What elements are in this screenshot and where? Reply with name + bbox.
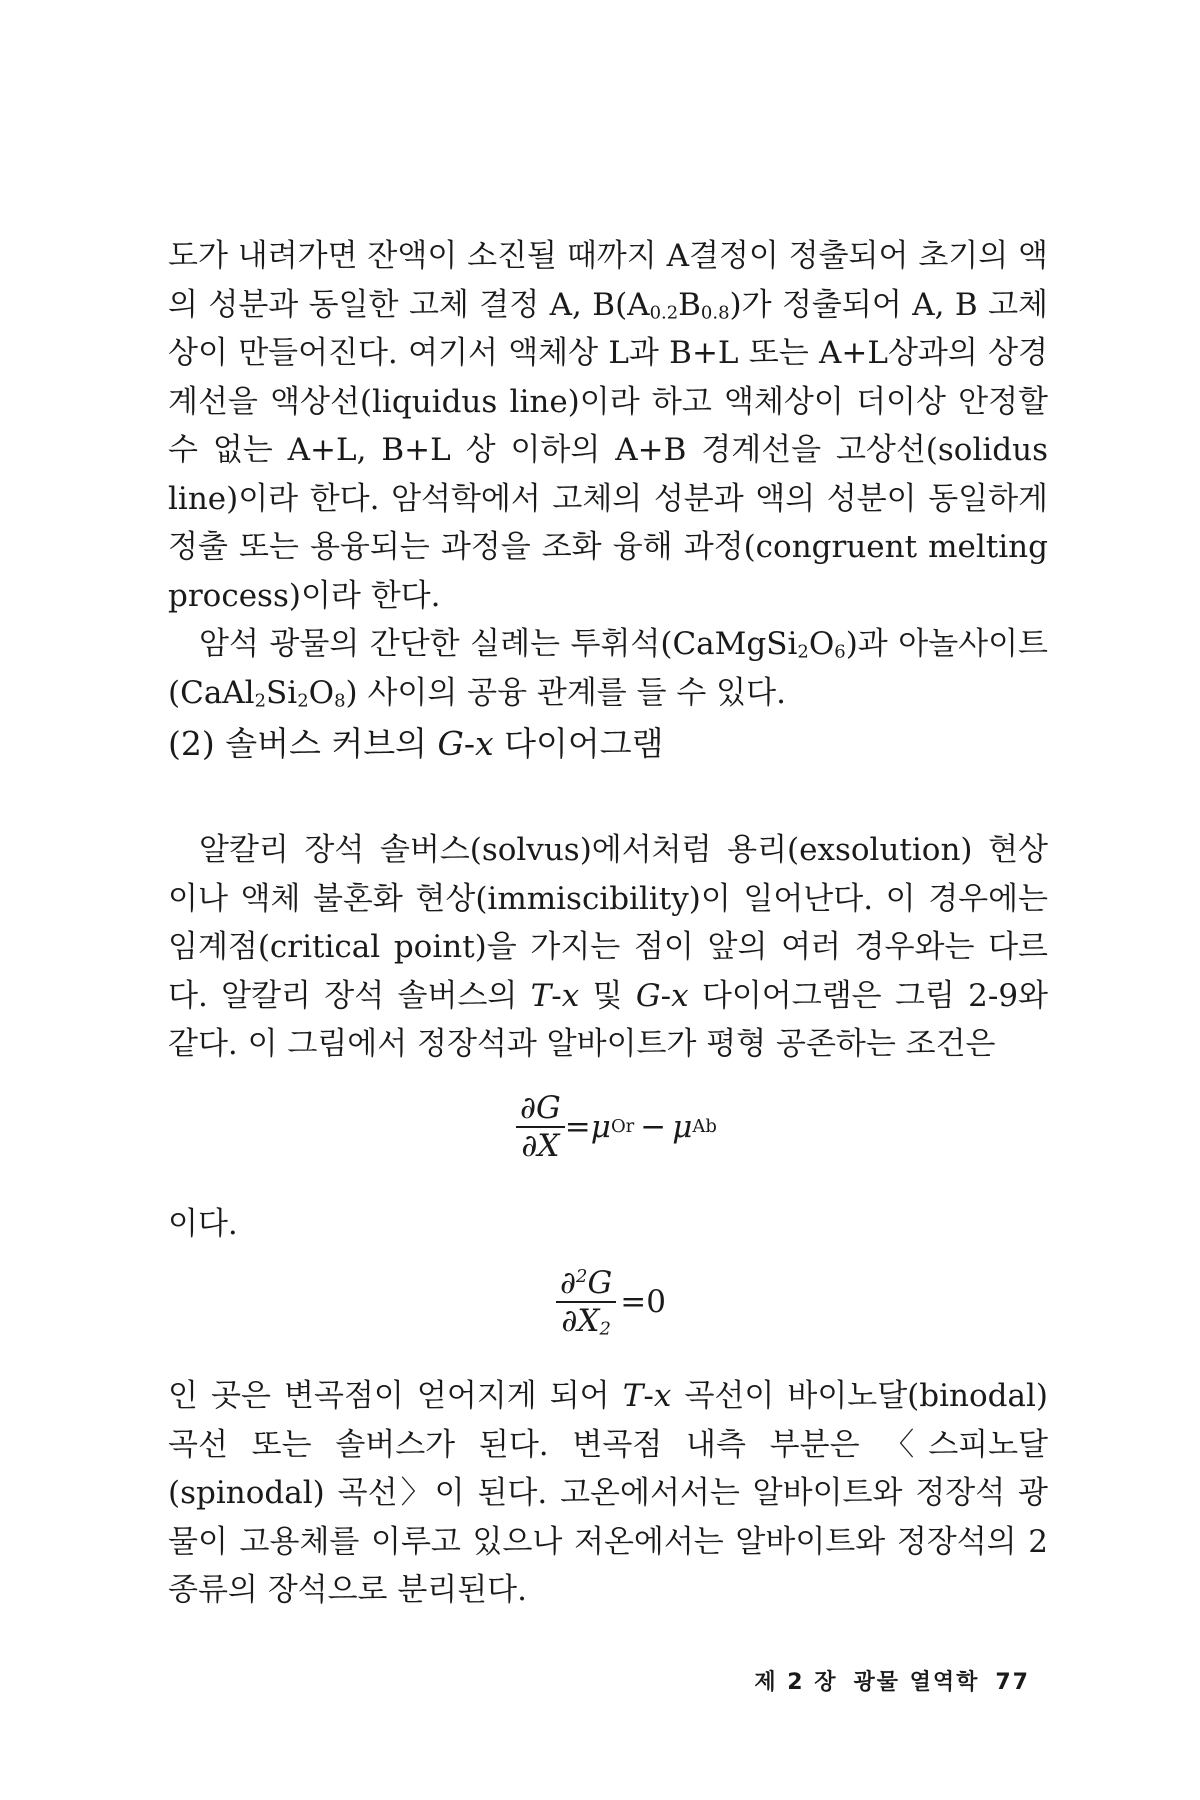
- paragraph-3: 알칼리 장석 솔버스(solvus)에서처럼 용리(exsolution) 현상이나 액체 불혼화 현상(immiscibility)이 일어난다. 이 경우에는 임계점(critical point)을 가지는 점이 앞의 여러 경우와는 다르다. 알칼리 장석 솔버스의 T-x 및 G-x 다이어그램은 그림 2-9와 같다. 이 그림에서 정장석과 알바이트가 평형 공존하는 조건은: [168, 832, 1048, 1062]
- paragraph-1: 도가 내려가면 잔액이 소진될 때까지 A결정이 정출되어 초기의 액의 성분과 동일한 고체 결정 A, $B(A_{0.2}B_{0.8})$가 정출되어 A, B 고체상이 만들어진다. 여기서 액체상 L과 B+L 또는 A+L상과의 상경계선을 액상선(liquidus line)이라 하고 액체상이 더이상 안정할 수 없는 A+L, B+L 상 이하의 A+B 경계선을 고상선(solidus line)이라 한다. 암석학에서 고체의 성분과 액의 성분이 동일하게 정출 또는 용융되는 과정을 조화 융해 과정(congruent melting process)이라 한다.: [168, 238, 1048, 614]
- body-text-2: [168, 826, 1048, 1069]
- body-text-4: [168, 1372, 1048, 1615]
- page-number: 77: [995, 1670, 1030, 1695]
- body-text: [168, 232, 1048, 717]
- formula-chemical-potential: $\frac{\partial G}{\partial X}$ = μ Or − μ Ab: [516, 1090, 717, 1164]
- formula-second-derivative: $\frac{\partial^2G}{\partial X_2}$ =0: [556, 1265, 666, 1339]
- fraction-2: $\frac{\partial^2G}{\partial X_2}$: [556, 1265, 616, 1339]
- chapter-label: 제 2 장: [754, 1670, 838, 1695]
- paragraph-4: 이다.: [168, 1206, 238, 1242]
- paragraph-5: 인 곳은 변곡점이 얻어지게 되어 T-x 곡선이 바이노달(binodal) 곡선 또는 솔버스가 된다. 변곡점 내측 부분은 〈스피노달(spinodal) 곡선〉이 된다. 고온에서서는 알바이트와 정장석 광물이 고용체를 이루고 있으나 저온에서는 알바이트와 정장석의 2종류의 장석으로 분리된다.: [168, 1378, 1048, 1608]
- body-text-3: [168, 1200, 1048, 1249]
- page-footer: [738, 1665, 1030, 1696]
- chapter-title: 광물 열역학: [853, 1670, 980, 1695]
- equals-sign: =: [564, 1109, 591, 1145]
- fraction: $\frac{\partial G}{\partial X}$: [516, 1090, 565, 1164]
- section-heading: (2) 솔버스 커브의 G-x 다이어그램: [168, 724, 664, 763]
- paragraph-2: 암석 광물의 간단한 실례는 투휘석$(CaMgSi_2O_6)$과 아놀사이트$(CaAl_2Si_2O_8)$ 사이의 공융 관계를 들 수 있다.: [168, 626, 1049, 712]
